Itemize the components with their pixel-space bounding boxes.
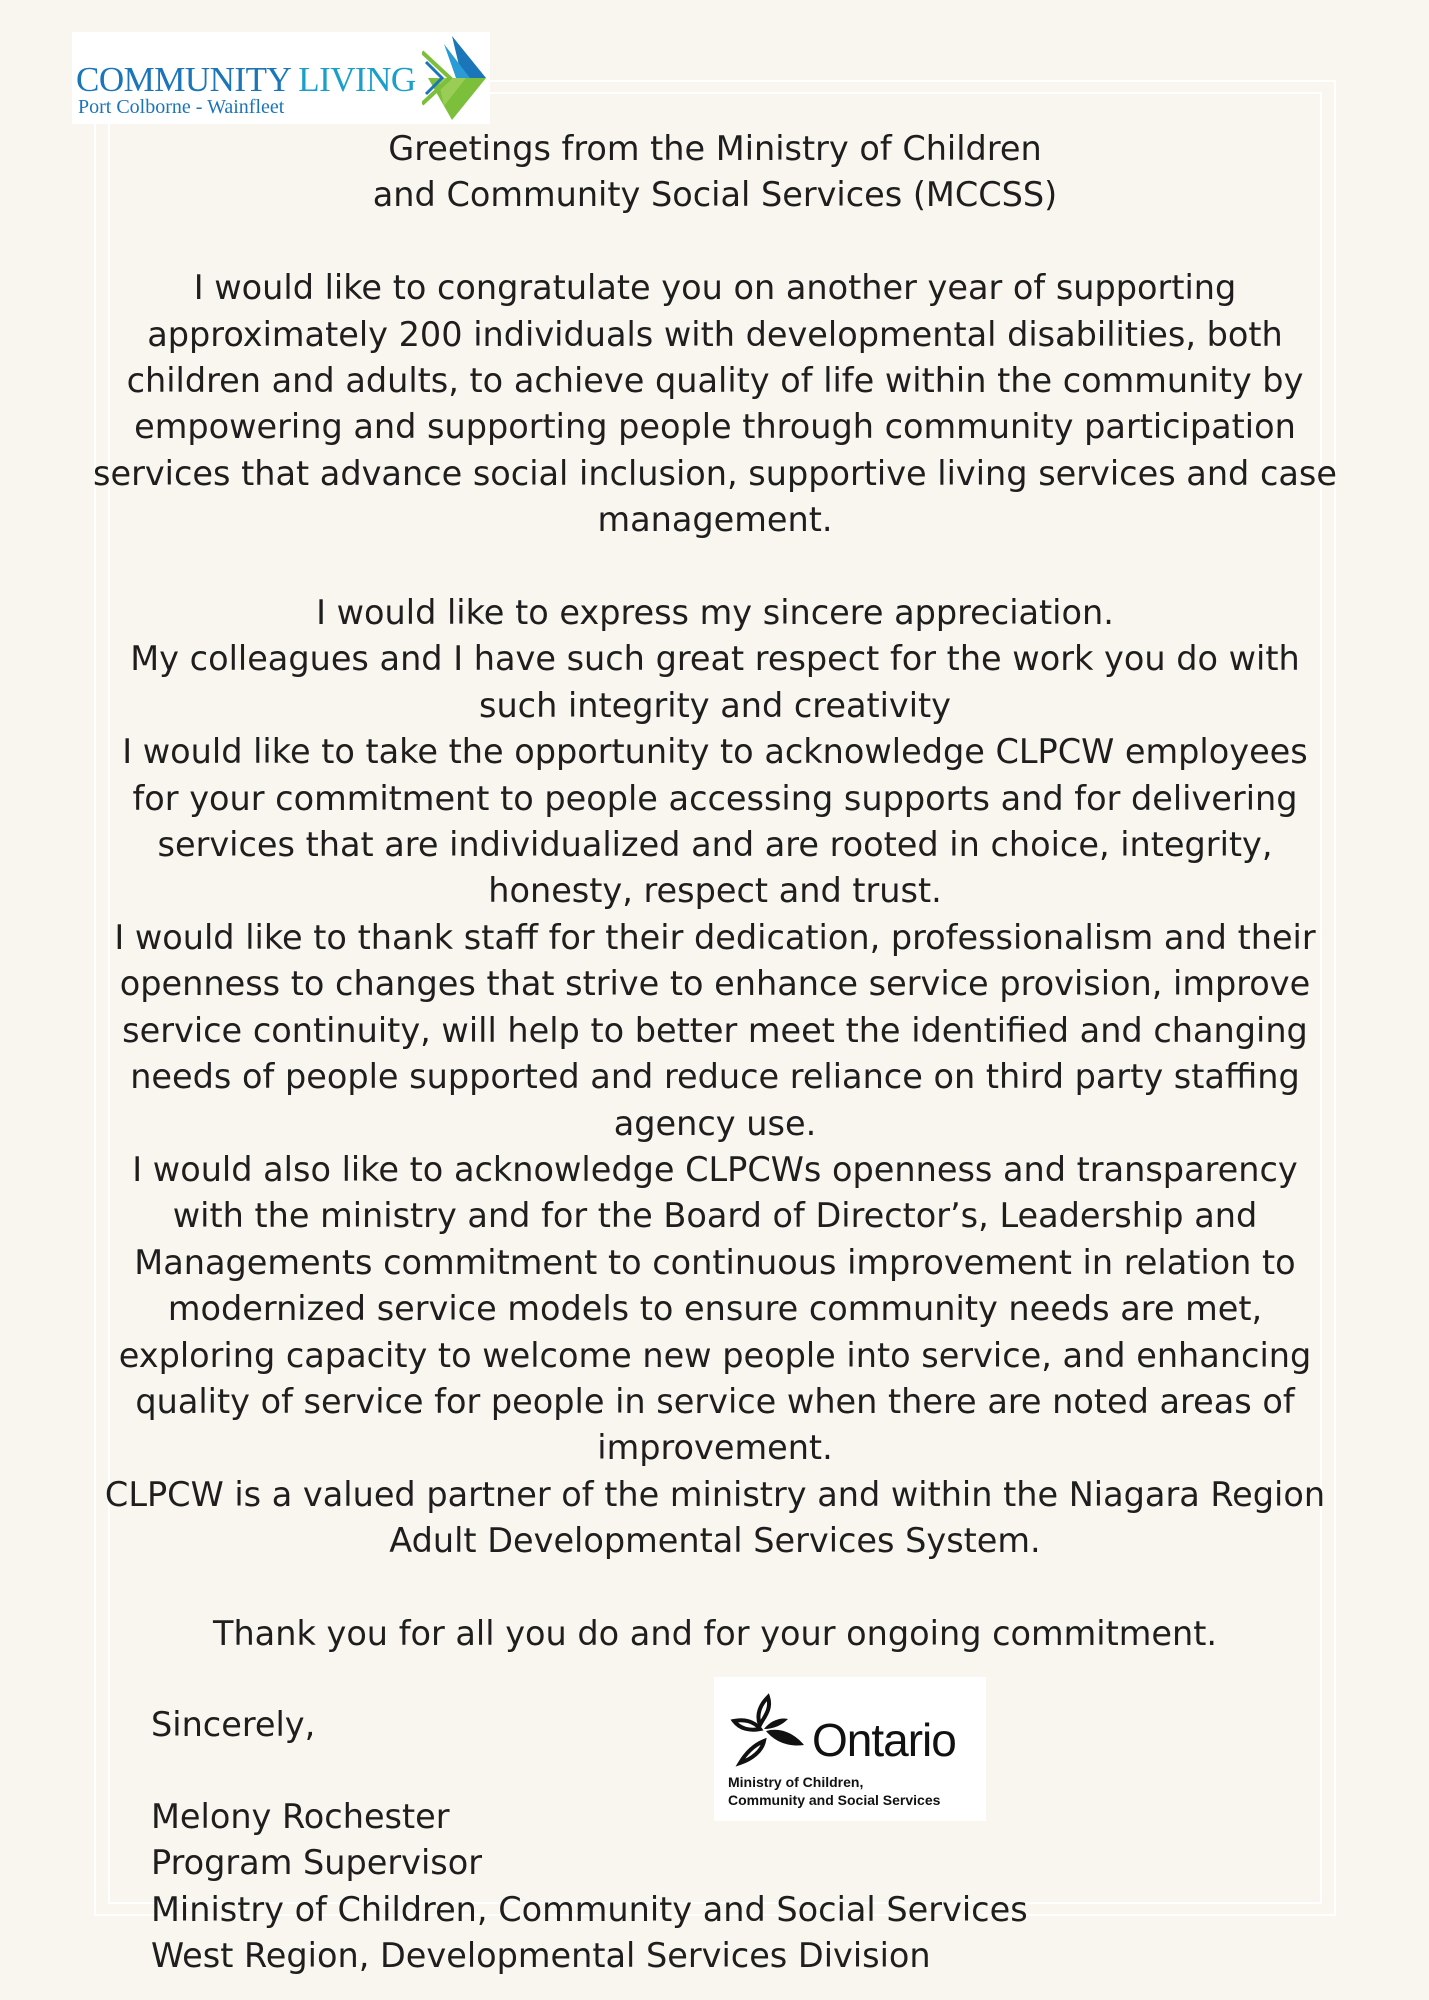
- letter-body: [88, 126, 1342, 1657]
- para2-line: for your commitment to people accessing supports and for delivering: [132, 778, 1298, 818]
- logo-arrows-icon: [422, 34, 488, 120]
- para2-line: agency use.: [613, 1103, 817, 1143]
- closing-text: Sincerely,: [151, 1705, 316, 1744]
- para2-line: service continuity, will help to better meet the identified and changing: [122, 1010, 1308, 1050]
- para2-line: I would also like to acknowledge CLPCWs openness and transparency: [132, 1149, 1298, 1189]
- para2-line: CLPCW is a valued partner of the ministry and within the Niagara Region: [104, 1474, 1326, 1514]
- logo-subtitle: Port Colborne - Wainfleet: [78, 96, 285, 118]
- ontario-ministry-line-2: Community and Social Services: [728, 1792, 941, 1808]
- para1-line: management.: [597, 500, 833, 540]
- signer-name: Melony Rochester: [151, 1797, 450, 1836]
- signature-block: [151, 1794, 1028, 1980]
- para2-line: Adult Developmental Services System.: [389, 1521, 1041, 1561]
- greeting-line-2: and Community Social Services (MCCSS): [372, 175, 1058, 215]
- para2-line: Managements commitment to continuous improvement in relation to: [134, 1242, 1296, 1282]
- signer-division: West Region, Developmental Services Division: [151, 1936, 931, 1976]
- logo-word-community: COMMUNITY: [76, 60, 290, 99]
- trillium-icon: [730, 1691, 810, 1769]
- ontario-ministry-name: [728, 1773, 978, 1809]
- para2-line: exploring capacity to welcome new people into service, and enhancing: [118, 1335, 1312, 1375]
- logo-wordmark: [76, 60, 416, 100]
- signer-title: Program Supervisor: [151, 1843, 482, 1883]
- ontario-wordmark: Ontario: [812, 1714, 956, 1766]
- closing: [151, 1702, 315, 1748]
- para2-line: improvement.: [597, 1428, 833, 1468]
- para2-line: I would like to thank staff for their dedication, professionalism and their: [114, 917, 1316, 957]
- logo-word-living: LIVING: [298, 60, 416, 99]
- para2-line: openness to changes that strive to enhance service provision, improve: [119, 964, 1311, 1004]
- para2-line: honesty, respect and trust.: [488, 871, 942, 911]
- para2-line: I would like to express my sincere appreciation.: [316, 593, 1114, 633]
- greeting-line-1: Greetings from the Ministry of Children: [388, 129, 1042, 168]
- para1-line: I would like to congratulate you on another year of supporting: [193, 268, 1237, 308]
- para2-line: needs of people supported and reduce reliance on third party staffing: [130, 1057, 1300, 1097]
- para1-line: approximately 200 individuals with developmental disabilities, both: [147, 314, 1283, 354]
- para2-line: I would like to take the opportunity to acknowledge CLPCW employees: [122, 732, 1308, 772]
- para1-line: empowering and supporting people through community participation: [134, 407, 1296, 447]
- para1-line: children and adults, to achieve quality of life within the community by: [126, 361, 1304, 401]
- ontario-ministry-line-1: Ministry of Children,: [728, 1774, 864, 1790]
- para2-line: with the ministry and for the Board of Director’s, Leadership and: [172, 1196, 1258, 1236]
- para2-line: quality of service for people in service when there are noted areas of: [135, 1381, 1295, 1421]
- community-living-logo: [72, 32, 490, 124]
- para2-line: modernized service models to ensure community needs are met,: [167, 1289, 1263, 1329]
- ontario-logo: [714, 1677, 986, 1821]
- thanks-line: Thank you for all you do and for your ongoing commitment.: [212, 1613, 1217, 1653]
- para2-line: My colleagues and I have such great respect for the work you do with: [130, 639, 1300, 679]
- signer-ministry: Ministry of Children, Community and Social Services: [151, 1889, 1028, 1929]
- para2-line: services that are individualized and are rooted in choice, integrity,: [157, 825, 1273, 865]
- para2-line: such integrity and creativity: [478, 685, 952, 725]
- para1-line: services that advance social inclusion, supportive living services and case: [93, 453, 1337, 493]
